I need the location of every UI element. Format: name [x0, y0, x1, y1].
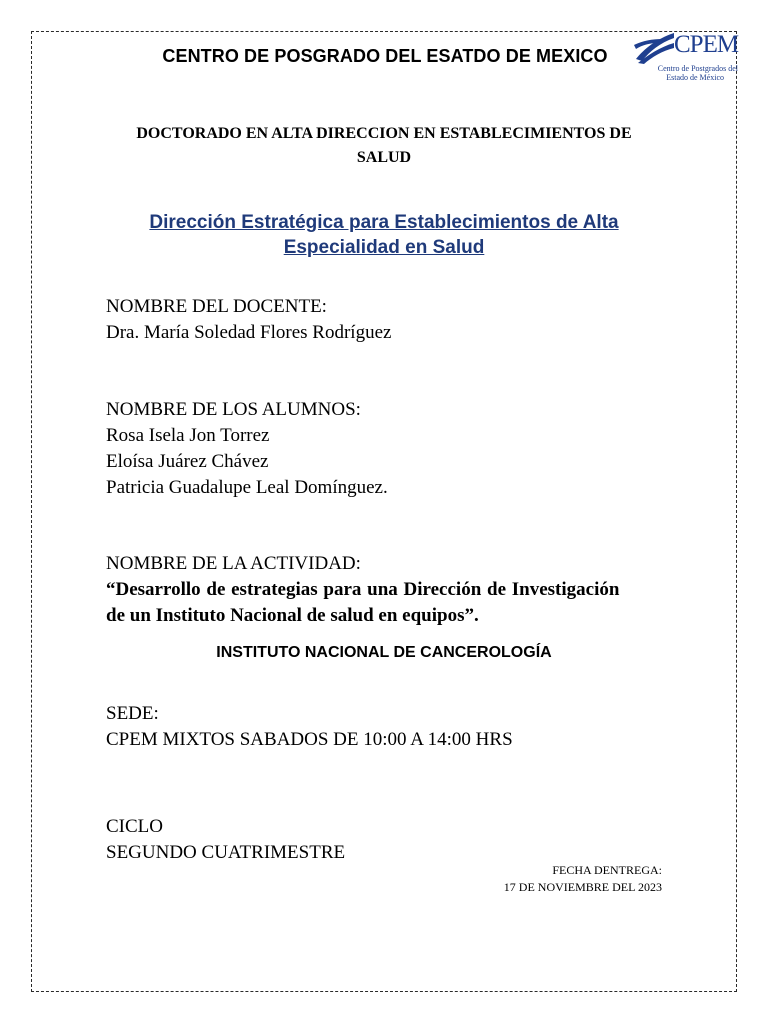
cycle-value: SEGUNDO CUATRIMESTRE	[106, 842, 346, 863]
teacher-label: NOMBRE DEL DOCENTE:	[106, 296, 327, 317]
course-line1: Dirección Estratégica para Establecimientos de Alta	[149, 212, 619, 233]
activity-title-line1: “Desarrollo de estrategias para una Dirección de Investigación	[106, 579, 620, 600]
cycle-section	[106, 814, 666, 866]
delivery-label: FECHA DENTREGA:	[552, 863, 662, 877]
logo-text: CPEM	[674, 31, 739, 58]
cycle-label: CICLO	[106, 816, 163, 837]
program-line1: DOCTORADO EN ALTA DIRECCION EN ESTABLECIMIENTOS DE	[136, 125, 632, 142]
cpem-logo-mark-icon	[634, 31, 676, 65]
logo-subtitle-line1: Centro de Postgrados del	[657, 64, 738, 73]
cpem-logo	[632, 31, 738, 87]
students-section	[106, 397, 666, 501]
logo-subtitle-line2: Estado de México	[666, 73, 724, 82]
teacher-name: Dra. María Soledad Flores Rodríguez	[106, 322, 392, 343]
course-line2: Especialidad en Salud	[283, 237, 485, 258]
activity-section	[106, 551, 666, 629]
student-name: Patricia Guadalupe Leal Domínguez.	[106, 477, 388, 498]
program-name	[104, 122, 664, 170]
delivery-date: 17 DE NOVIEMBRE DEL 2023	[503, 880, 662, 894]
activity-label: NOMBRE DE LA ACTIVIDAD:	[106, 553, 361, 574]
teacher-section	[106, 294, 666, 346]
program-line2: SALUD	[356, 149, 412, 166]
venue-section	[106, 701, 666, 753]
institution-title: CENTRO DE POSGRADO DEL ESATDO DE MEXICO	[162, 46, 608, 66]
student-name: Eloísa Juárez Chávez	[106, 451, 269, 472]
logo-subtitle	[632, 64, 738, 82]
venue-value: CPEM MIXTOS SABADOS DE 10:00 A 14:00 HRS	[106, 729, 513, 750]
course-title	[104, 210, 664, 260]
activity-title-line2: de un Instituto Nacional de salud en equipos”.	[106, 605, 479, 626]
student-name: Rosa Isela Jon Torrez	[106, 425, 270, 446]
students-label: NOMBRE DE LOS ALUMNOS:	[106, 399, 361, 420]
institute-name: INSTITUTO NACIONAL DE CANCEROLOGÍA	[216, 644, 552, 661]
delivery-date-section	[504, 862, 662, 896]
venue-label: SEDE:	[106, 703, 159, 724]
